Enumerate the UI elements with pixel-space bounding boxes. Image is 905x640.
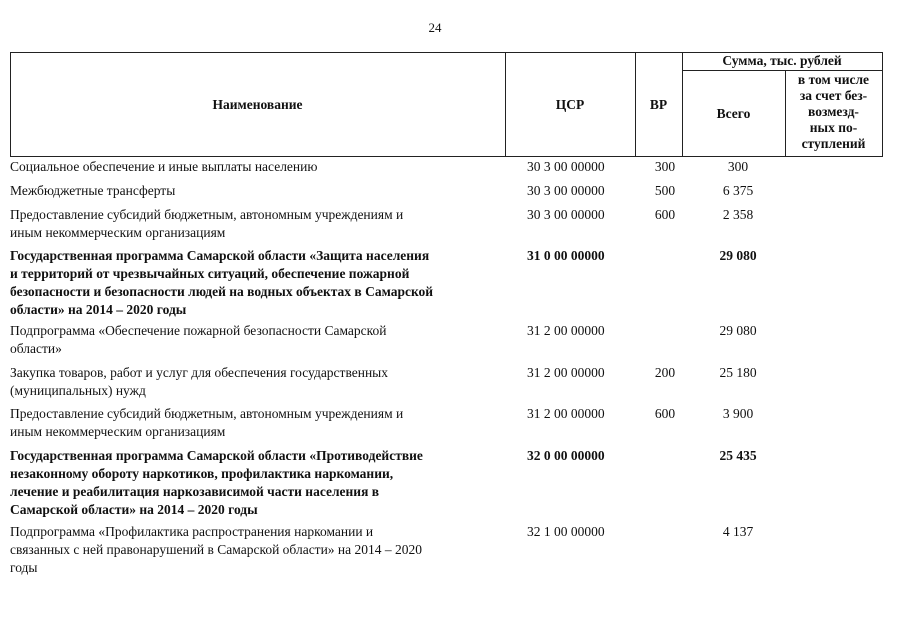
header-gratuitous-line: ступлений	[801, 136, 866, 151]
row-total: 29 080	[719, 248, 757, 263]
row-name-line: связанных с ней правонарушений в Самарской области» на 2014 – 2020	[10, 542, 423, 557]
row-name-line: Подпрограмма «Обеспечение пожарной безопасности Самарской	[10, 323, 387, 338]
row-csr: 32 0 00 00000	[527, 448, 605, 463]
row-csr: 30 3 00 00000	[527, 207, 605, 222]
row-name	[10, 523, 510, 577]
row-name-line: лечение и реабилитация наркозависимой части населения в	[10, 484, 380, 499]
row-name	[10, 182, 510, 200]
header-csr: ЦСР	[555, 97, 585, 112]
header-vr: ВР	[649, 97, 668, 112]
page-number: 24	[428, 20, 442, 35]
row-name-line: Закупка товаров, работ и услуг для обеспечения государственных	[10, 365, 389, 380]
row-total: 2 358	[722, 207, 754, 222]
row-name-line: Подпрограмма «Профилактика распространения наркомании и	[10, 524, 374, 539]
row-name-line: иным некоммерческим организациям	[10, 225, 226, 240]
row-name-line: Государственная программа Самарской области «Противодействие	[10, 448, 423, 463]
header-name: Наименование	[212, 97, 303, 112]
row-vr: 500	[654, 183, 676, 198]
row-total: 4 137	[722, 524, 754, 539]
header-gratuitous	[785, 72, 882, 152]
row-name-line: незаконному обороту наркотиков, профилактика наркомании,	[10, 466, 394, 481]
row-name	[10, 206, 510, 242]
row-name	[10, 364, 510, 400]
row-name-line: области» на 2014 – 2020 годы	[10, 302, 187, 317]
row-name-line: Межбюджетные трансферты	[10, 183, 176, 198]
header-total: Всего	[716, 106, 751, 121]
header-gratuitous-line: ных по-	[809, 120, 858, 135]
row-name-line: Государственная программа Самарской области «Защита населения	[10, 248, 430, 263]
row-total: 25 435	[719, 448, 757, 463]
row-total: 29 080	[719, 323, 757, 338]
row-name	[10, 247, 510, 319]
row-vr: 600	[654, 207, 676, 222]
row-name-line: и территорий от чрезвычайных ситуаций, обеспечение пожарной	[10, 266, 410, 281]
row-name-line: Самарской области» на 2014 – 2020 годы	[10, 502, 258, 517]
row-total: 6 375	[722, 183, 754, 198]
row-csr: 31 0 00 00000	[527, 248, 605, 263]
row-name	[10, 405, 510, 441]
row-name-line: иным некоммерческим организациям	[10, 424, 226, 439]
header-gratuitous-line: в том числе	[797, 72, 870, 87]
row-csr: 30 3 00 00000	[527, 159, 605, 174]
row-vr: 200	[654, 365, 676, 380]
row-name-line: области»	[10, 341, 62, 356]
row-vr: 600	[654, 406, 676, 421]
row-name-line: годы	[10, 560, 38, 575]
row-csr: 31 2 00 00000	[527, 365, 605, 380]
row-name-line: безопасности и безопасности людей на водных объектах в Самарской	[10, 284, 434, 299]
row-vr: 300	[654, 159, 676, 174]
row-csr: 32 1 00 00000	[527, 524, 605, 539]
row-name-line: Предоставление субсидий бюджетным, автономным учреждениям и	[10, 207, 404, 222]
header-sum-group: Сумма, тыс. рублей	[722, 53, 842, 68]
row-name	[10, 447, 510, 519]
row-csr: 30 3 00 00000	[527, 183, 605, 198]
row-total: 3 900	[722, 406, 754, 421]
row-csr: 31 2 00 00000	[527, 323, 605, 338]
header-gratuitous-line: за счет без-	[799, 88, 868, 103]
row-name	[10, 322, 510, 358]
header-gratuitous-line: возмезд-	[808, 104, 859, 119]
row-total: 25 180	[719, 365, 757, 380]
row-name	[10, 158, 510, 176]
row-total: 300	[727, 159, 749, 174]
row-name-line: (муниципальных) нужд	[10, 383, 146, 398]
row-csr: 31 2 00 00000	[527, 406, 605, 421]
row-name-line: Предоставление субсидий бюджетным, автономным учреждениям и	[10, 406, 404, 421]
row-name-line: Социальное обеспечение и иные выплаты населению	[10, 159, 318, 174]
